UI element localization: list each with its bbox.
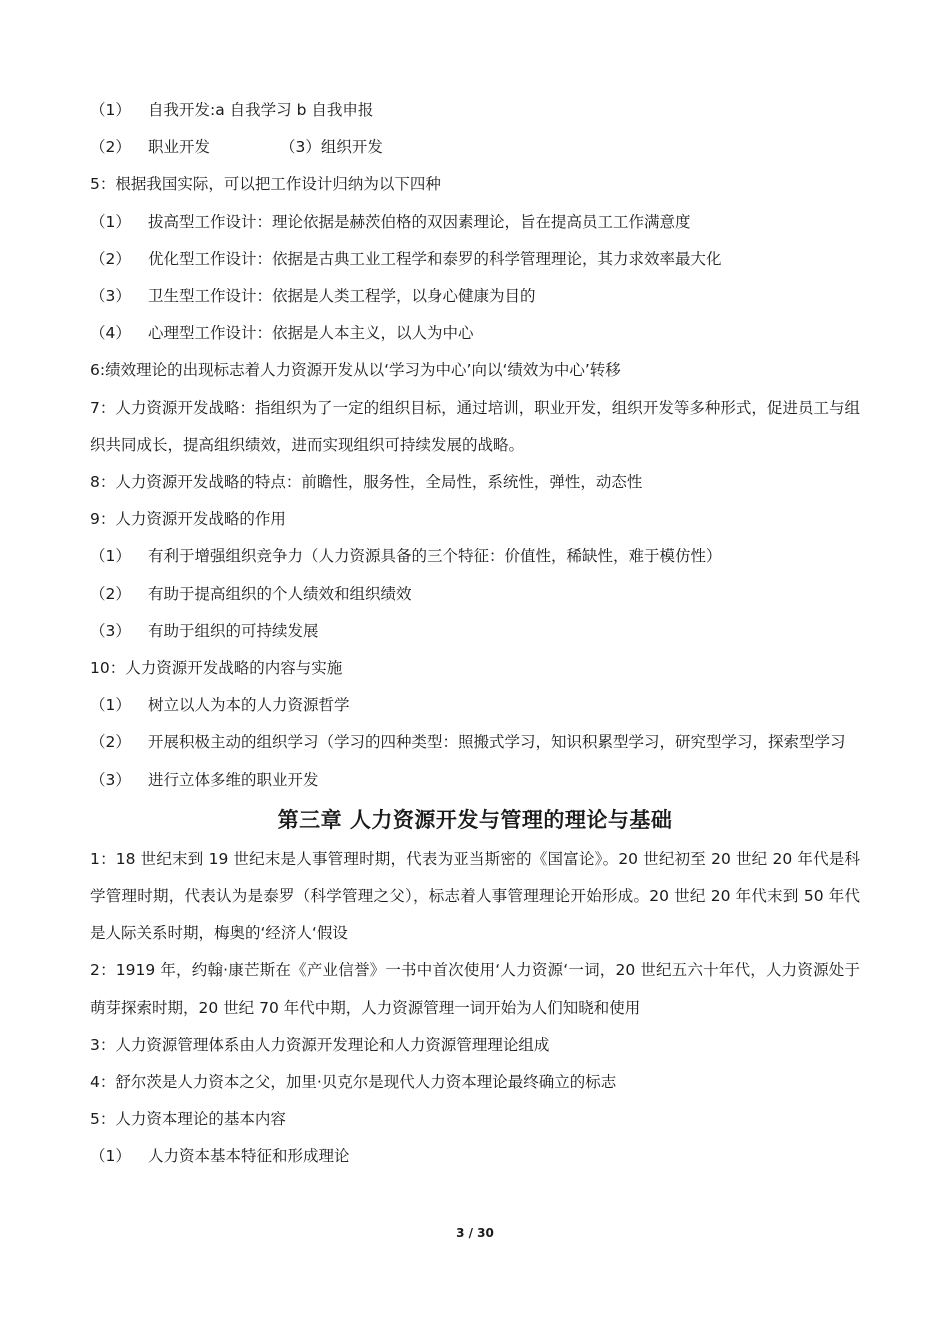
list-item-text-part: 拔高型工作设计：理论依据是赫茨伯格的双因素理论，旨在提高员工工作满意度 — [148, 212, 691, 231]
list-item — [90, 613, 860, 650]
list-item-text-part: 进行立体多维的职业开发 — [148, 770, 319, 789]
list-item-number: （1） — [90, 101, 131, 119]
list-item-text-part: 开展积极主动的组织学习（学习的四种类型：照搬式学习，知识积累型学习，研究型学习，探索型学习 — [148, 733, 846, 752]
list-item-text-part: （3）组织开发 — [280, 138, 383, 157]
list-item-text-part: 人力资本基本特征和形成理论 — [148, 1147, 350, 1166]
list-item — [90, 204, 860, 241]
list-item-text — [148, 724, 860, 761]
list-item-number: （2） — [90, 584, 131, 603]
list-item-number: （1） — [90, 212, 131, 231]
list-item — [90, 92, 860, 129]
list-item-number: （2） — [90, 138, 131, 157]
paragraph: 7：人力资源开发战略：指组织为了一定的组织目标，通过培训，职业开发，组织开发等多种形式，促进员工与组织共同成长，提高组织绩效，进而实现组织可持续发展的战略。 — [90, 398, 860, 454]
list-item-text — [148, 576, 860, 613]
text-line: 4：舒尔茨是人力资本之父，加里·贝克尔是现代人力资本理论最终确立的标志 — [90, 1073, 617, 1092]
list-item — [90, 762, 860, 799]
section-top — [90, 92, 860, 799]
list-item-text — [148, 278, 860, 315]
list-item-text-part: 自我开发:a 自我学习 b 自我申报 — [148, 101, 374, 119]
list-item-number: （2） — [90, 249, 131, 268]
list-item-number: （1） — [90, 547, 131, 566]
list-item-text — [148, 687, 860, 724]
text-line: 10：人力资源开发战略的内容与实施 — [90, 659, 343, 678]
list-item-text — [148, 762, 860, 799]
text-line: 3：人力资源管理体系由人力资源开发理论和人力资源管理理论组成 — [90, 1035, 550, 1054]
list-item-text — [148, 538, 860, 575]
list-item-text — [148, 204, 860, 241]
text-line: 5：人力资本理论的基本内容 — [90, 1110, 286, 1129]
list-item — [90, 129, 860, 166]
text-line: 5：根据我国实际，可以把工作设计归纳为以下四种 — [90, 175, 441, 194]
chapter-heading: 第三章 人力资源开发与管理的理论与基础 — [277, 807, 673, 832]
document-page — [90, 92, 860, 1176]
list-item-text-part: 树立以人为本的人力资源哲学 — [148, 696, 350, 715]
list-item-text-part: 有利于增强组织竞争力（人力资源具备的三个特征：价值性，稀缺性，难于模仿性） — [148, 547, 722, 566]
page-number: 3 / 30 — [456, 1226, 494, 1240]
text-line: 9：人力资源开发战略的作用 — [90, 510, 286, 529]
list-item — [90, 241, 860, 278]
list-item — [90, 538, 860, 575]
list-item-text-part: 有助于组织的可持续发展 — [148, 621, 319, 640]
list-item-text — [148, 241, 860, 278]
list-item-text-part: 职业开发 — [148, 138, 211, 157]
list-item — [90, 1138, 860, 1175]
text-line: 6:绩效理论的出现标志着人力资源开发从以‘学习为中心’向以‘绩效为中心’转移 — [90, 361, 621, 380]
list-item-number: （1） — [90, 696, 131, 715]
section-bottom — [90, 841, 860, 1176]
list-item-text-part: 优化型工作设计：依据是古典工业工程学和泰罗的科学管理理论，其力求效率最大化 — [148, 249, 722, 268]
list-item-number: （1） — [90, 1147, 131, 1166]
paragraph: 1：18 世纪末到 19 世纪末是人事管理时期，代表为亚当斯密的《国富论》。20 世纪初至 20 世纪 20 年代是科学管理时期，代表认为是泰罗（科学管理之父），标志着人事管理理论开始形成。20 世纪 20 年代末到 50 年代是人际关系时期，梅奥的‘经济人‘假设 — [90, 849, 860, 943]
list-item — [90, 315, 860, 352]
list-item — [90, 687, 860, 724]
list-item-text — [148, 92, 860, 129]
list-item-text — [148, 1138, 860, 1175]
list-item-text — [148, 129, 860, 166]
list-item — [90, 576, 860, 613]
list-item-number: （4） — [90, 324, 131, 343]
list-item-number: （3） — [90, 770, 131, 789]
list-item-text-part: 心理型工作设计：依据是人本主义，以人为中心 — [148, 324, 474, 343]
list-item-number: （3） — [90, 621, 131, 640]
list-item — [90, 278, 860, 315]
list-item-text — [148, 613, 860, 650]
list-item-number: （3） — [90, 287, 131, 306]
paragraph: 2：1919 年，约翰·康芒斯在《产业信誉》一书中首次使用‘人力资源‘一词，20 世纪五六十年代，人力资源处于萌芽探索时期，20 世纪 70 年代中期，人力资源管理一词开始为人们知晓和使用 — [90, 961, 860, 1017]
list-item-text-part: 卫生型工作设计：依据是人类工程学，以身心健康为目的 — [148, 287, 536, 306]
list-item-number: （2） — [90, 733, 131, 752]
list-item-text-part: 有助于提高组织的个人绩效和组织绩效 — [148, 584, 412, 603]
list-item-text — [148, 315, 860, 352]
text-line: 8：人力资源开发战略的特点：前瞻性，服务性，全局性，系统性，弹性，动态性 — [90, 473, 643, 492]
list-item — [90, 724, 860, 761]
